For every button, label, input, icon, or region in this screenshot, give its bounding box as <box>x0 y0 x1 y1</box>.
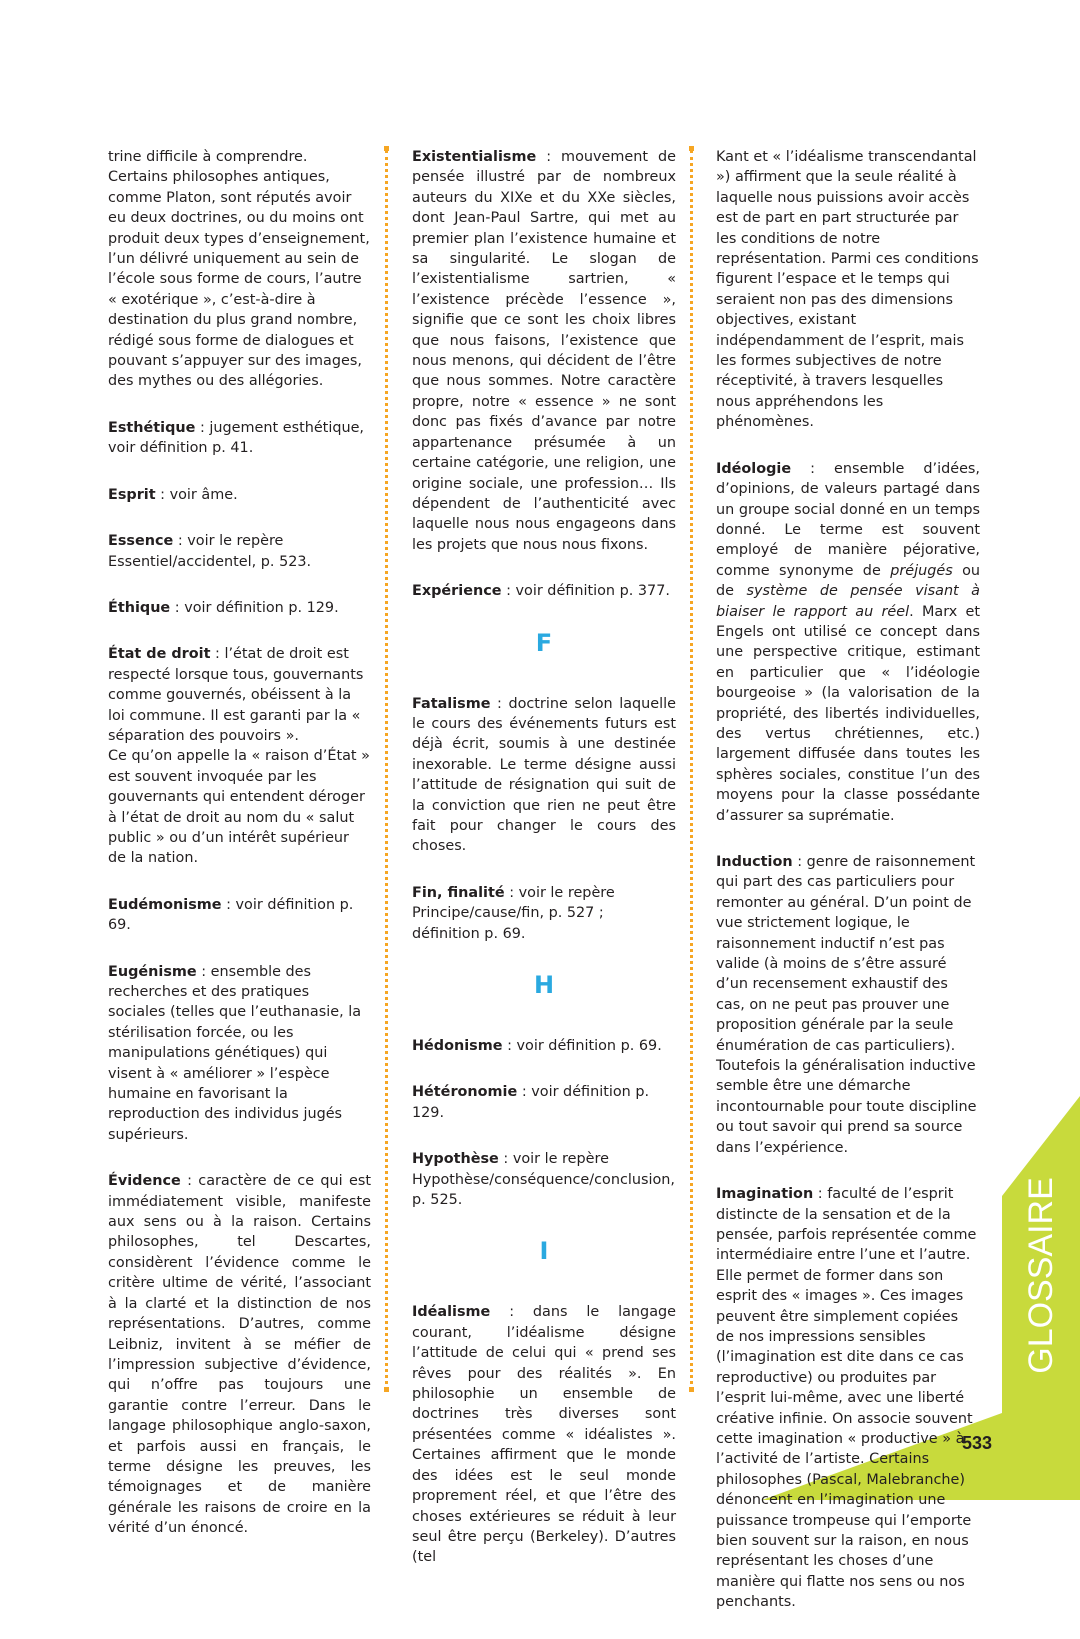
entry-eugenisme <box>108 962 371 1146</box>
entry-term: Hypothèse <box>412 1151 499 1168</box>
entry-term: Eudémonisme <box>108 896 222 913</box>
entry-text: Kant et « l’idéalisme transcendantal ») affirment que la seule réalité à laquelle nous puissions avoir accès est de part en part structurée par les conditions de notre représentation. Parmi ces conditions figurent l’espace et le temps qui seraient non pas des dimensions objectives, existant indépendamment de l’esprit, mais les formes subjectives de notre réceptivité, à travers lesquelles nous appréhendons les phénomènes. <box>716 149 979 431</box>
entry-definition: : jugement esthétique, voir définition p. 41. <box>108 419 365 457</box>
column-separator <box>690 150 693 1390</box>
separator-end-mark <box>689 1387 694 1392</box>
entry-definition: : voir définition p. 69. <box>108 896 354 934</box>
entry-term: Induction <box>716 854 793 870</box>
entry-existentialisme <box>412 147 676 555</box>
separator-end-mark <box>689 146 694 151</box>
entry-definition: : voir le repère Hypothèse/conséquence/conclusion, p. 525. <box>412 1151 675 1209</box>
separator-end-mark <box>384 1387 389 1392</box>
entry-definition: : voir le repère Essentiel/accidentel, p. 523. <box>108 533 312 570</box>
entry-term: Hétéronomie <box>412 1084 518 1101</box>
entry-hypothese <box>412 1149 676 1210</box>
section-letter-f: F <box>535 628 553 657</box>
entry-definition: : voir le repère Principe/cause/fin, p. 527 ; définition p. 69. <box>412 884 615 942</box>
entry-esprit <box>108 485 371 505</box>
section-letter-i: I <box>539 1237 549 1266</box>
entry-definition-continued: Ce qu’on appelle la « raison d’État » est souvent invoquée par les gouvernants qui entendent déroger à l’état de droit au nom du « salut public » ou d’un intérêt supérieur de la nation. <box>108 748 370 867</box>
entry-continuation <box>108 147 371 392</box>
entry-heteronomie <box>412 1082 676 1123</box>
entry-essence <box>108 531 371 572</box>
entry-definition: ou de <box>716 562 981 600</box>
entry-italic: système de pensée visant à biaiser le rapport au réel <box>716 583 980 620</box>
section-letter-h: H <box>533 971 555 999</box>
entry-term: Évidence <box>108 1173 181 1190</box>
glossary-tab-label: GLOSSAIRE <box>1021 1176 1060 1374</box>
entry-definition: : voir définition p. 129. <box>170 599 339 616</box>
entry-definition: : ensemble d’idées, d’opinions, de valeurs partagé dans un groupe social donné en un temps donné. Le terme est souvent employé de manière péjorative, comme synonyme de <box>716 460 980 579</box>
entry-etat-de-droit <box>108 644 371 868</box>
entry-term: Hédonisme <box>412 1038 503 1054</box>
entry-definition: : mouvement de pensée illustré par de nombreux auteurs du XIXe et du XXe siècles, dont Jean-Paul Sartre, qui met au premier plan l’existence humaine et sa singularité. Le slogan de l’existentialisme sartrien, « l’existence précède l’essence », signifie que ce sont les choix libres que nous faisons, l’existence que nous menons, qui décident de l’être que nous sommes. Notre caractère propre, notre « essence » ne sont donc pas fixés d’avance par notre appartenance présumée à un certaine catégorie, une religion, une origine sociale, une profession… Ils dépendent de l’authenticité avec laquelle nous nous engageons dans les projets que nous nous fixons. <box>412 149 676 553</box>
page-number: 533 <box>962 1433 993 1453</box>
entry-definition: : caractère de ce qui est immédiatement visible, manifeste aux sens ou à la raison. Certains philosophes, tel Descartes, considèrent l’évidence comme le critère ultime de vérité, l’associant à la clarté et la distinction de nos représentations. D’autres, comme Leibniz, invitent à se méfier de l’impression subjective d’évidence, qui n’offre pas toujours une garantie contre l’erreur. Dans le langage philosophique anglo-saxon, et parfois aussi en français, le terme désigne les preuves, les témoignages et de manière générale les raisons de croire en la vérité d’un énoncé. <box>108 1173 371 1537</box>
entry-definition: : genre de raisonnement qui part des cas particuliers pour remonter au général. D’un point de vue strictement logique, le raisonnement inductif n’est pas valide (à moins de s’être assuré d’un recensement exhaustif des cas, on ne peut pas prouver une proposition générale par la seule énumération de cas particuliers). Toutefois la généralisation inductive semble être une démarche incontournable pour toute discipline ou tout savoir qui prend sa source dans l’expérience. <box>716 854 977 1156</box>
entry-hedonisme <box>412 1036 676 1056</box>
column-separator <box>385 150 388 1390</box>
entry-definition: . Marx et Engels ont utilisé ce concept dans une perspective critique, estimant en particulier que « l’idéologie bourgeoise » (la valorisation de la propriété, des libertés individuelles, des vertus chrétiennes, etc.) largement diffusée dans toutes les sphères sociales, constitue l’un des moyens pour la classe possédante d’assurer sa suprématie. <box>716 603 981 824</box>
entry-term: Essence <box>108 533 174 550</box>
entry-definition: : faculté de l’esprit distincte de la sensation et de la pensée, parfois représentée comme intermédiaire entre l’une et l’autre. Elle permet de former dans son esprit des « images ». Ces images peuvent être simplement copiées de nos impressions sensibles (l’imagination est dite dans ce cas reproductive) ou produites par l’esprit lui-même, avec une liberté créative infinie. On associe souvent cette imagination « productive » à l’activité de l’artiste. Certains philosophes (Pascal, Malebranche) dénoncent en l’imagination une puissance trompeuse qui l’emporte bien souvent sur la raison, en nous représentant les choses d’une manière qui flatte nos sens ou nos penchants. <box>716 1186 977 1611</box>
entry-ethique <box>108 598 371 618</box>
entry-definition: : ensemble des recherches et des pratiques sociales (telles que l’euthanasie, la stérilisation forcée, ou les manipulations génétiques) qui visent à « améliorer » l’espèce humaine en favorisant la reproduction des individus jugés supérieurs. <box>108 963 362 1143</box>
entry-term: Fatalisme <box>412 695 491 712</box>
entry-definition: : voir définition p. 69. <box>502 1038 662 1054</box>
entry-esthetique <box>108 418 371 459</box>
entry-term: Esprit <box>108 486 156 503</box>
entry-term: Expérience <box>412 583 502 600</box>
entry-fatalisme <box>412 694 676 857</box>
entry-experience <box>412 581 676 601</box>
entry-italic: préjugés <box>890 562 953 579</box>
entry-definition: : l’état de droit est respecté lorsque tous, gouvernants comme gouvernés, obéissent à la loi commune. Il est garanti par la « séparation des pouvoirs ». <box>108 646 364 744</box>
separator-end-mark <box>384 146 389 151</box>
entry-imagination <box>716 1184 980 1613</box>
entry-definition: : doctrine selon laquelle le cours des événements futurs est déjà écrit, soumis à une destinée inexorable. Le terme désigne aussi l’attitude de résignation qui suit de la conviction que rien ne peut être fait pour changer le cours des choses. <box>412 695 676 855</box>
entry-term: Idéologie <box>716 460 792 477</box>
entry-term: Eugénisme <box>108 963 197 980</box>
entry-idealisme-continued <box>716 147 980 433</box>
glossary-side-tab <box>1005 1176 1077 1374</box>
entry-definition: : voir définition p. 377. <box>501 583 670 600</box>
entry-definition: : voir définition p. 129. <box>412 1084 650 1121</box>
entry-definition: : dans le langage courant, l’idéalisme désigne l’attitude de celui qui « prend ses rêves pour des réalités ». En philosophie un ensemble de doctrines très diverses sont présentées comme « idéalistes ». Certaines affirment que le monde des idées est le seul monde proprement réel, et que l’être des choses extérieures se réduit à leur seul être perçu (Berkeley). D’autres (tel <box>412 1304 676 1566</box>
entry-evidence <box>108 1171 371 1538</box>
entry-term: Existentialisme <box>412 149 537 165</box>
entry-term: Esthétique <box>108 419 196 436</box>
entry-induction <box>716 852 980 1158</box>
entry-ideologie <box>716 459 980 826</box>
glossary-column-2 <box>412 147 676 1594</box>
entry-term: Imagination <box>716 1186 814 1203</box>
entry-idealisme <box>412 1302 676 1567</box>
entry-eudemonisme <box>108 895 371 936</box>
entry-fin-finalite <box>412 883 676 944</box>
entry-term: Éthique <box>108 599 171 616</box>
entry-definition: : voir âme. <box>155 486 238 503</box>
entry-term: Idéalisme <box>412 1304 491 1321</box>
glossary-column-1 <box>108 147 371 1565</box>
entry-term: Fin, finalité <box>412 884 505 901</box>
entry-text: trine difficile à comprendre. Certains philosophes antiques, comme Platon, sont réputés avoir eu deux doctrines, ou du moins ont produit deux types d’enseignement, l’un délivré uniquement au sein de l’école sous forme de cours, l’autre « exotérique », c’est-à-dire à destination du plus grand nombre, rédigé sous forme de dialogues et pouvant s’appuyer sur des images, des mythes ou des allégories. <box>108 149 370 390</box>
entry-term: État de droit <box>108 646 211 663</box>
glossary-column-3 <box>716 147 980 1639</box>
